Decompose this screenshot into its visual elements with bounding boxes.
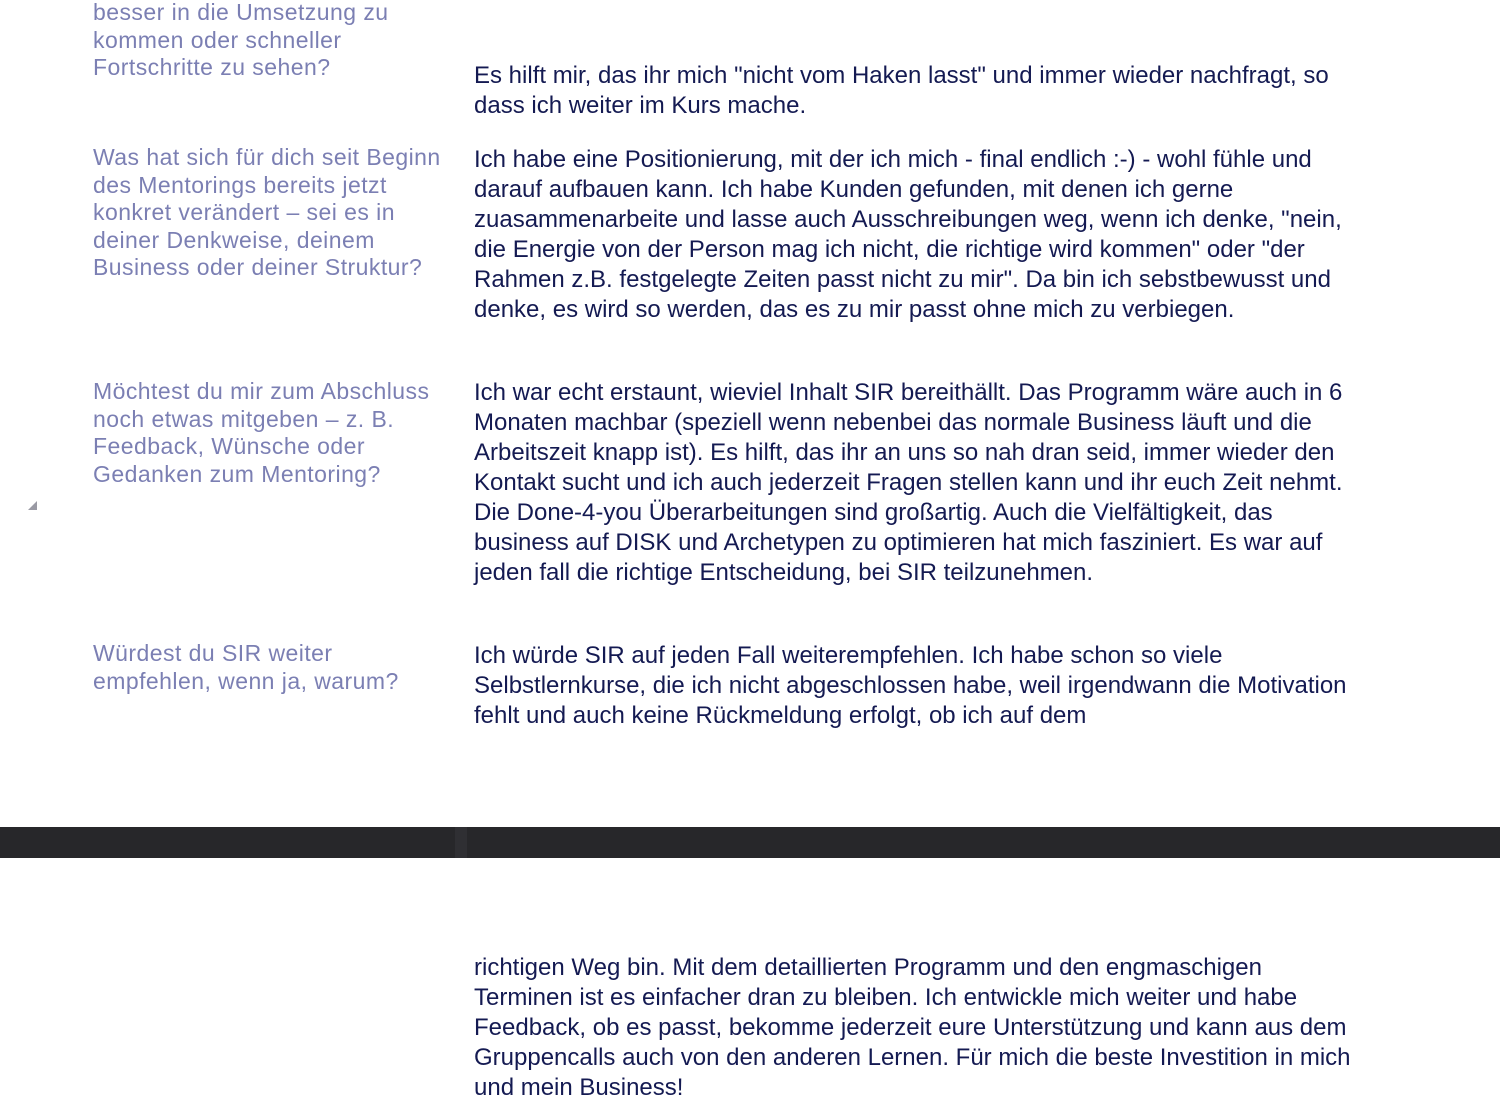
page-divider [0,827,1500,858]
question-text: Was hat sich für dich seit Beginn des Mentorings bereits jetzt konkret verändert – sei es in deiner Denkweise, deinem Business oder deiner Struktur? [93,144,441,280]
question-text: Möchtest du mir zum Abschluss noch etwas mitgeben – z. B. Feedback, Wünsche oder Gedanken zum Mentoring? [93,378,430,487]
resize-grip-icon[interactable] [28,501,37,510]
answer-text: Ich würde SIR auf jeden Fall weiterempfehlen. Ich habe schon so viele Selbstlernkurse, die ich nicht abgeschlossen habe, weil irgendwann die Motivation fehlt und auch keine Rückmeldung erfolgt, ob ich auf dem [474,642,1347,729]
answer-text: Ich war echt erstaunt, wieviel Inhalt SIR bereithällt. Das Programm wäre auch in 6 Monaten machbar (speziell wenn nebenbei das normale Business läuft und die Arbeitszeit knapp ist). Es hilft, das ihr an uns so nah dran seid, immer wieder den Kontakt sucht und ich auch jederzeit Fragen stellen kann und ihr euch Zeit nehmt. Die Done-4-you Überarbeitungen sind großartig. Auch die Vielfältigkeit, das business auf DISK und Archetypen zu optimieren hat mich fasziniert. Es war auf jeden fall die richtige Entscheidung, bei SIR teilzunehmen. [474,379,1343,586]
answer-text: Es hilft mir, das ihr mich "nicht vom Haken lasst" und immer wieder nachfragt, so dass ich weiter im Kurs mache. [474,62,1329,119]
answer-continuation-text: richtigen Weg bin. Mit dem detaillierten Programm und den engmaschigen Terminen ist es einfacher dran zu bleiben. Ich entwickle mich weiter und habe Feedback, ob es passt, bekomme jederzeit eure Unterstützung und kann aus dem Gruppencalls auch von den anderen Lernen. Für mich die beste Investition in mich und mein Business! [474,954,1351,1101]
divider-shadow [455,827,467,858]
answer-text: Ich habe eine Positionierung, mit der ich mich - final endlich :-) - wohl fühle und darauf aufbauen kann. Ich habe Kunden gefunden, mit denen ich gerne zuasammenarbeite und lasse auch Ausschreibungen weg, wenn ich denke, "nein, die Energie von der Person mag ich nicht, die richtige wird kommen" oder "der Rahmen z.B. festgelegte Zeiten passt nicht zu mir". Da bin ich sebstbewusst und denke, es wird so werden, das es zu mir passt ohne mich zu verbiegen. [474,146,1342,323]
document-page-bottom [0,858,1500,1119]
question-text: besser in die Umsetzung zu kommen oder schneller Fortschritte zu sehen? [93,0,389,80]
question-text: Würdest du SIR weiter empfehlen, wenn ja, warum? [93,640,399,694]
